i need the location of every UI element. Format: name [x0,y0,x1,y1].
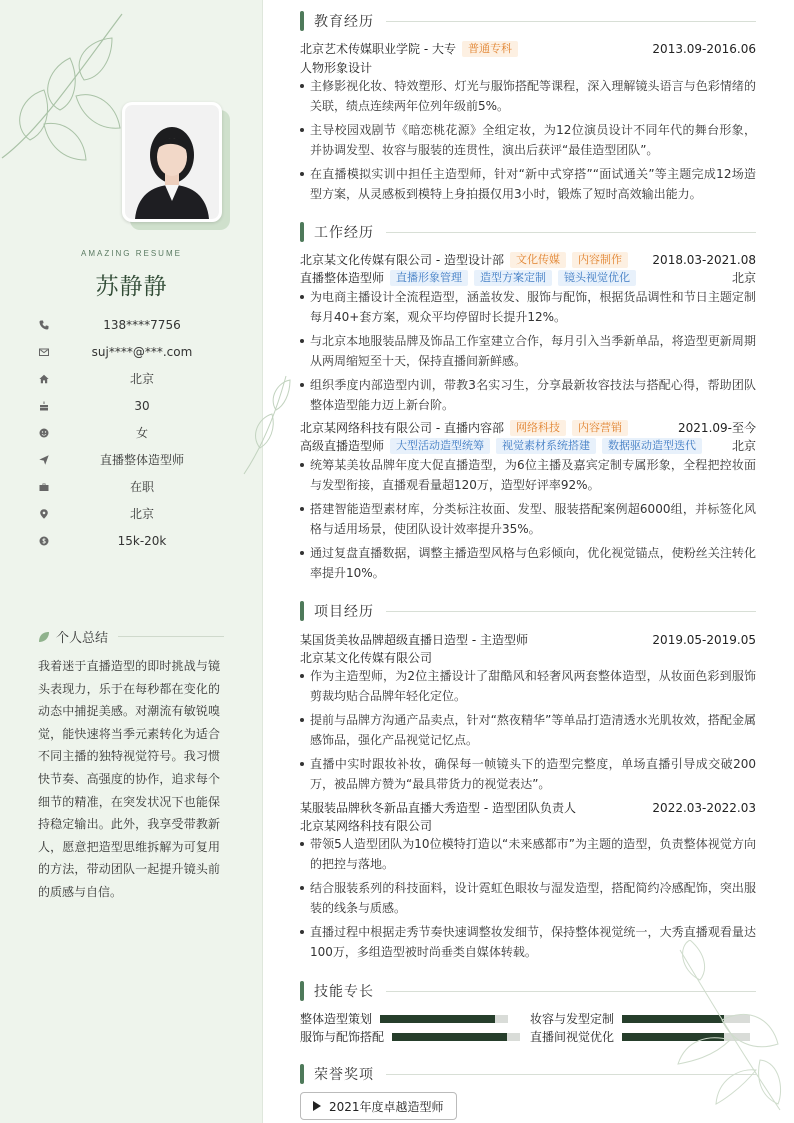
job-bullets [300,455,756,587]
list-item: 作为主造型师，为2位主播设计了甜酷风和轻奢风两套整体造型，从妆面色彩到服饰剪裁均贴合品牌年轻化定位。 [300,666,756,706]
industry-tag: 内容制作 [572,252,628,268]
project-org-row [300,817,756,834]
skill-tag: 大型活动造型统筹 [390,438,490,454]
portrait-image [125,105,219,219]
project-org-row [300,649,756,666]
skill-tag: 造型方案定制 [474,270,552,286]
skill-tag: 直播形象管理 [390,270,468,286]
leaf-icon [38,631,50,643]
award-name: 2021年度卓越造型师 [329,1099,444,1114]
skill-name: 服饰与配饰搭配 [300,1030,385,1044]
section-honors-heading [300,1064,756,1084]
major-name: 人物形象设计 [300,61,373,75]
info-row-target-role [38,446,228,473]
company-name: 北京某网络科技有限公司 - 直播内容部 [300,421,504,435]
skill-tag: 数据驱动造型迭代 [602,438,702,454]
info-row-home [38,365,228,392]
company-name: 北京某文化传媒有限公司 - 造型设计部 [300,253,504,267]
skill-tag: 视觉素材系统搭建 [496,438,596,454]
info-row-status [38,473,228,500]
job-city: 北京 [731,439,756,453]
section-education-heading [300,11,756,31]
skill-bar [392,1033,520,1041]
project-bullets [300,834,756,966]
award-item [300,1092,457,1120]
mail-icon [38,346,50,358]
job-row [300,251,756,268]
section-title: 工作经历 [314,225,374,241]
project-row [300,631,756,648]
briefcase-icon [38,481,50,493]
status-text: 在职 [129,480,154,494]
section-title: 项目经历 [314,604,374,620]
section-title: 教育经历 [314,14,374,30]
project-org: 北京某网络科技有限公司 [300,819,433,833]
section-title: 技能专长 [314,984,374,1000]
project-name: 某国货美妆品牌超级直播日造型 - 主造型师 [300,633,528,647]
section-title: 荣誉奖项 [314,1067,374,1083]
skill-fill [392,1033,507,1041]
job-city: 北京 [731,271,756,285]
industry-tag: 内容营销 [572,420,628,436]
list-item: 组织季度内部造型内训，带教3名实习生，分享最新妆容技法与搭配心得，帮助团队整体造型能力迈上新台阶。 [300,375,756,415]
role-name: 直播整体造型师 [300,271,385,285]
list-item: 直播中实时跟妆补妆，确保每一帧镜头下的造型完整度，单场直播引导成交破200万，被品牌方赞为“最具带货力的视觉表达”。 [300,754,756,794]
list-item: 结合服装系列的科技面料，设计霓虹色眼妆与湿发造型，搭配简约冷感配饰，突出服装的线条与质感。 [300,878,756,918]
target-role-text: 直播整体造型师 [99,453,184,467]
education-bullets [300,76,756,208]
skill-item [300,1010,508,1027]
industry-tag: 文化传媒 [510,252,566,268]
skill-item [530,1010,750,1027]
salary-text: 15k-20k [117,533,167,548]
role-row [300,269,756,286]
list-item: 直播过程中根据走秀节奏快速调整妆发细节，保持整体视觉统一，大秀直播观看量达100万，多组造型被时尚垂类自媒体转载。 [300,922,756,962]
hometown-text: 北京 [129,372,154,386]
send-icon [38,454,50,466]
info-row-location [38,500,228,527]
gender-text: 女 [135,426,148,440]
list-item: 在直播模拟实训中担任主造型师，针对“新中式穿搭”“面试通关”等主题完成12场造型方案，从灵感板到模特上身拍摄仅用3小时，锻炼了短时高效输出能力。 [300,164,756,204]
project-bullets [300,666,756,798]
salary-icon [38,535,50,547]
summary-heading [38,627,224,646]
brand-label: AMAZING RESUME [81,249,182,258]
role-row [300,437,756,454]
section-projects-heading [300,601,756,621]
play-triangle-icon [313,1101,321,1111]
candidate-name: 苏静静 [95,274,168,300]
list-item: 通过复盘直播数据，调整主播造型风格与色彩倾向，优化视觉锚点，使粉丝关注转化率提升10%。 [300,543,756,583]
skill-item [300,1028,520,1045]
list-item: 主导校园戏剧节《暗恋桃花源》全组定妆，为12位演员设计不同年代的舞台形象，并协调发型、妆容与服装的连贯性，演出后获评“最佳造型团队”。 [300,120,756,160]
list-item: 提前与品牌方沟通产品卖点，针对“熬夜精华”等单品打造清透水光肌妆效，搭配金属感饰品，强化产品视觉记忆点。 [300,710,756,750]
skill-name: 直播间视觉优化 [530,1030,615,1044]
skill-fill [380,1015,495,1023]
skill-name: 整体造型策划 [300,1012,373,1026]
skill-tag: 镜头视觉优化 [558,270,636,286]
section-work-heading [300,222,756,242]
education-row [300,40,756,57]
cake-icon [38,400,50,412]
photo-frame [122,102,222,222]
info-row-email [38,338,228,365]
project-row [300,799,756,816]
age-text: 30 [134,398,150,413]
skill-bar [622,1033,750,1041]
list-item: 带领5人造型团队为10位模特打造以“未来感都市”为主题的造型，负责整体视觉方向的把控与落地。 [300,834,756,874]
job-date: 2018.03-2021.08 [652,252,756,267]
job-bullets [300,287,756,419]
degree-tag: 普通专科 [462,41,518,57]
location-text: 北京 [129,507,154,521]
summary-title: 个人总结 [56,631,109,646]
list-item: 为电商主播设计全流程造型，涵盖妆发、服饰与配饰，根据货品调性和节日主题定制每月40+套方案，观众平均停留时长提升12%。 [300,287,756,327]
info-row-age [38,392,228,419]
skill-name: 妆容与发型定制 [530,1012,615,1026]
sidebar [0,0,263,1123]
education-date: 2013.09-2016.06 [652,41,756,56]
project-date: 2022.03-2022.03 [652,800,756,815]
role-name: 高级直播造型师 [300,439,385,453]
leaf-decoration-icon [240,370,300,480]
info-row-gender [38,419,228,446]
gender-icon [38,427,50,439]
location-icon [38,508,50,520]
info-row-salary [38,527,228,554]
major-row [300,59,756,76]
school-name: 北京艺术传媒职业学院 - 大专 [300,42,456,56]
leaf-decoration-icon [0,10,130,170]
project-org: 北京某文化传媒有限公司 [300,651,433,665]
info-row-phone [38,311,228,338]
skill-fill [622,1033,724,1041]
avatar [122,102,222,222]
job-date: 2021.09-至今 [678,421,756,435]
email-text: suj****@***.com [91,344,193,359]
list-item: 搭建智能造型素材库，分类标注妆面、发型、服装搭配案例超6000组，并标签化风格与适用场景，使团队设计效率提升35%。 [300,499,756,539]
project-date: 2019.05-2019.05 [652,632,756,647]
industry-tag: 网络科技 [510,420,566,436]
skill-item [530,1028,750,1045]
phone-icon [38,319,50,331]
phone-text: 138****7756 [103,317,181,332]
job-row [300,419,756,436]
skill-fill [622,1015,724,1023]
list-item: 统筹某美妆品牌年度大促直播造型，为6位主播及嘉宾定制专属形象，全程把控妆面与发型衔接，直播观看量超120万，造型好评率92%。 [300,455,756,495]
list-item: 与北京本地服装品牌及饰品工作室建立合作，每月引入当季新单品，将造型更新周期从两周缩短至十天，保持直播间新鲜感。 [300,331,756,371]
summary-text: 我着迷于直播造型的即时挑战与镜头表现力，乐于在每秒都在变化的动态中捕捉美感。对潮流有敏锐嗅觉，能快速将当季元素转化为适合不同主播的独特视觉符号。我习惯快节奏、高强度的协作，追求每个细节的精准，在突发状况下也能保持稳定输出。此外，我享受带教新人，愿意把造型思维拆解为可复用的方法，带动团队一起提升镜头前的质感与自信。 [38,659,220,899]
home-icon [38,373,50,385]
skill-bar [380,1015,508,1023]
skill-bar [622,1015,750,1023]
contact-info-list [38,311,228,554]
project-name: 某服装品牌秋冬新品直播大秀造型 - 造型团队负责人 [300,801,576,815]
section-skills-heading [300,981,756,1001]
list-item: 主修影视化妆、特效塑形、灯光与服饰搭配等课程，深入理解镜头语言与色彩情绪的关联，绩点连续两年位列年级前5%。 [300,76,756,116]
